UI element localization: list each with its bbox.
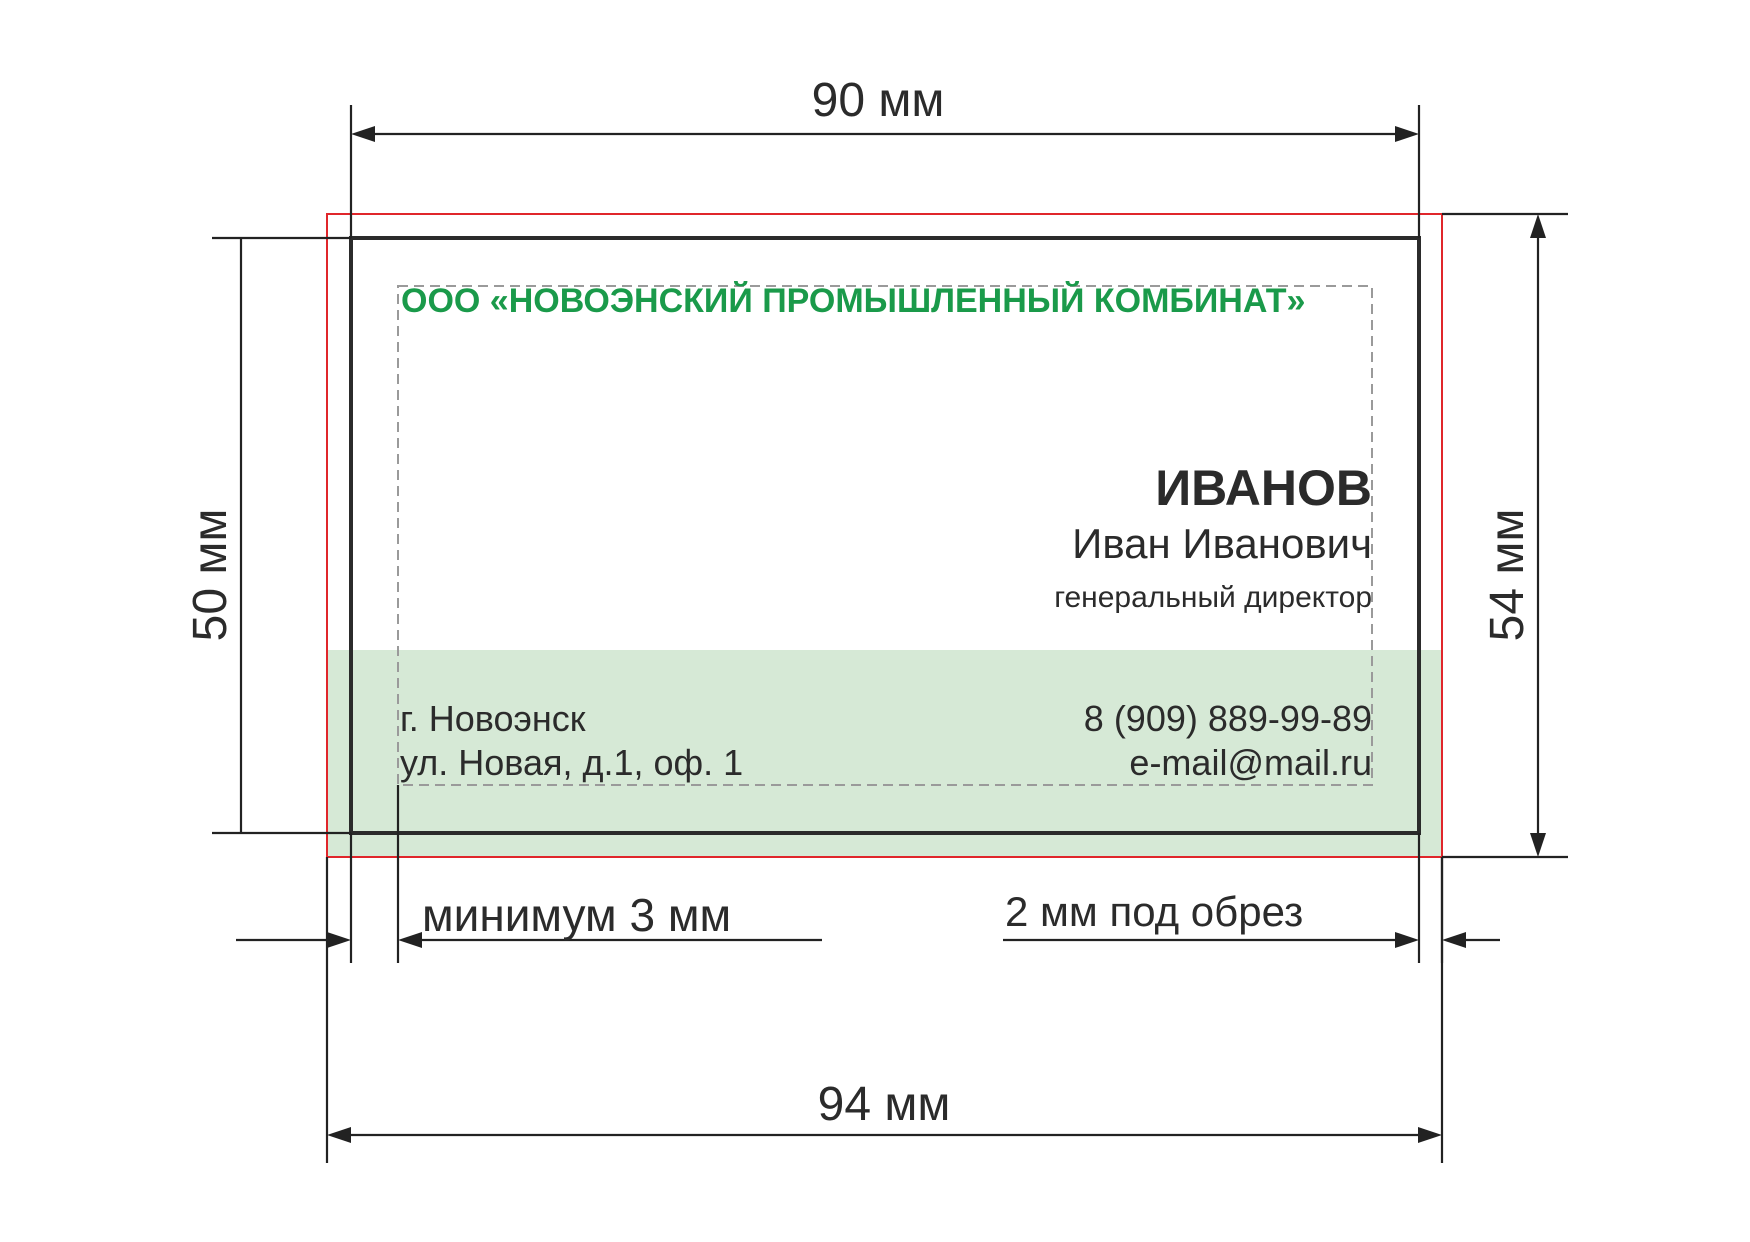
right-height-label: 54 мм: [1481, 508, 1534, 642]
contact-phone: 8 (909) 889-99-89: [1083, 698, 1372, 739]
contact-email: e-mail@mail.ru: [1129, 742, 1372, 783]
safe-margin-label: минимум 3 мм: [422, 889, 732, 941]
person-surname: ИВАНОВ: [1155, 460, 1372, 516]
address-street: ул. Новая, д.1, оф. 1: [400, 742, 744, 783]
bottom-width-label: 94 мм: [817, 1078, 951, 1131]
top-width-label: 90 мм: [811, 74, 945, 127]
right-height-dimension: [1442, 214, 1568, 857]
address-city: г. Новоэнск: [400, 698, 586, 739]
left-height-dimension: [184, 238, 351, 833]
bleed-label: 2 мм под обрез: [1005, 888, 1304, 935]
person-name: Иван Иванович: [1072, 520, 1372, 567]
company-name: ООО «НОВОЭНСКИЙ ПРОМЫШЛЕННЫЙ КОМБИНАТ»: [401, 282, 1306, 320]
left-height-label: 50 мм: [184, 508, 237, 642]
person-position: генеральный директор: [1054, 581, 1372, 614]
